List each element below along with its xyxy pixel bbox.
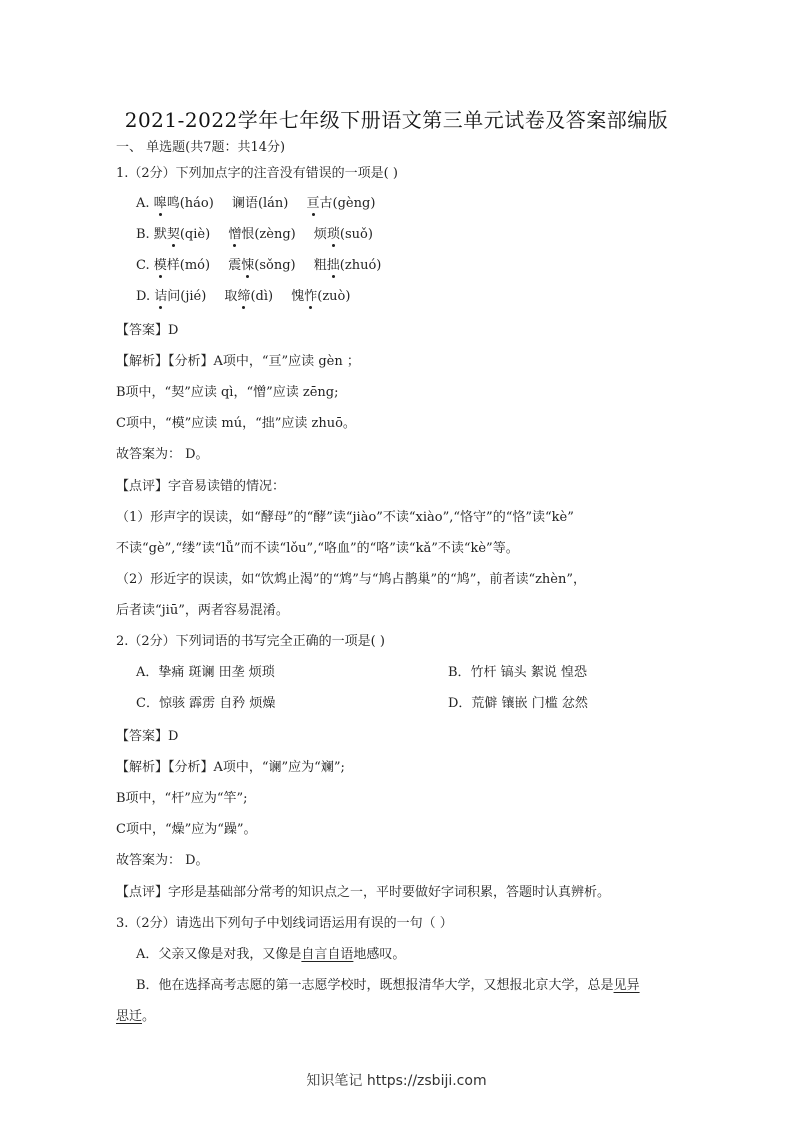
underlined-phrase: 思迁 <box>116 1009 143 1024</box>
dotted-char: 缔 <box>237 289 251 304</box>
q1-explanation-b: B项中，“契”应读 qì，“憎”应读 zēng; <box>116 385 339 400</box>
underlined-phrase: 见异 <box>613 978 640 993</box>
q2-option-a: A．挚痛 斑谰 田垄 烦琐 <box>136 665 275 680</box>
q2-option-b: B．竹杆 镐头 絮说 惶恐 <box>448 665 587 680</box>
q2-stem: 2.（2分）下列词语的书写完全正确的一项是( ) <box>116 634 385 649</box>
dotted-char: 憎 <box>228 227 242 242</box>
q2-explanation-b: B项中，“杆”应为“竿”; <box>116 791 248 806</box>
q1-option-a: A. 嗥鸣(háo) 谰语(lán) 亘古(gèng) <box>136 196 376 211</box>
q3-option-a: A．父亲又像是对我，又像是自言自语地感叹。 <box>136 947 406 962</box>
dotted-char: 嗥 <box>153 196 167 211</box>
q2-explanation-c: C项中，“燥”应为“躁”。 <box>116 822 257 837</box>
dotted-char: 怍 <box>304 289 318 304</box>
q2-conclusion: 故答案为： D。 <box>116 853 209 868</box>
q1-review-line: （1）形声字的误读，如“酵母”的“酵”读“jiào”不读“xiào”,“恪守”的“恪”读“kè” <box>116 510 574 525</box>
q2-review: 【点评】字形是基础部分常考的知识点之一，平时要做好字词积累，答题时认真辨析。 <box>116 885 611 900</box>
section-heading: 一、 单选题(共7题：共14分) <box>116 140 286 155</box>
q3-stem: 3.（2分）请选出下列句子中划线词语运用有误的一句（ ） <box>116 916 453 931</box>
q1-review-line: 后者读“jiū”，两者容易混淆。 <box>116 603 289 618</box>
q1-answer: 【答案】D <box>116 323 179 338</box>
q1-option-c: C. 模样(mó) 震悚(sǒng) 粗拙(zhuó) <box>136 258 382 273</box>
dotted-char: 琐 <box>326 227 340 242</box>
q2-answer: 【答案】D <box>116 729 179 744</box>
q1-review-line: 不读“gè”,“缕”读“lǚ”而不读“lǒu”,“咯血”的“咯”读“kǎ”不读“kè”等。 <box>116 541 519 556</box>
q1-review-line: （2）形近字的误读，如“饮鸩止渴”的“鸩”与“鸠占鹊巢”的“鸠”，前者读“zhèn”， <box>116 572 587 587</box>
q2-option-c: C．惊骇 霹雳 自矜 烦燥 <box>136 696 276 711</box>
q1-explanation: 【解析】【分析】A项中，“亘”应读 gèn ； <box>116 354 360 369</box>
dotted-char: 拙 <box>326 258 340 273</box>
dotted-char: 契 <box>166 227 180 242</box>
q1-explanation-c: C项中，“模”应读 mú，“拙”应读 zhuō。 <box>116 416 356 431</box>
dotted-char: 模 <box>153 258 167 273</box>
q1-stem: 1.（2分）下列加点字的注音没有错误的一项是( ) <box>116 166 398 181</box>
dotted-char: 亘 <box>306 196 320 211</box>
q2-explanation: 【解析】【分析】A项中，“谰”应为“斓”; <box>116 760 345 775</box>
q1-option-d: D. 诘问(jié) 取缔(dì) 愧怍(zuò) <box>136 289 351 304</box>
dotted-char: 诘 <box>154 289 168 304</box>
q1-option-b: B. 默契(qiè) 憎恨(zèng) 烦琐(suǒ) <box>136 227 373 242</box>
q1-conclusion: 故答案为： D。 <box>116 447 209 462</box>
page-title: 2021-2022学年七年级下册语文第三单元试卷及答案部编版 <box>124 108 669 132</box>
underlined-phrase: 自言自语 <box>301 947 354 962</box>
dotted-char: 悚 <box>241 258 255 273</box>
q3-option-b-cont: 思迁。 <box>116 1009 156 1024</box>
q3-option-b: B．他在选择高考志愿的第一志愿学校时，既想报清华大学，又想报北京大学，总是见异 <box>136 978 640 993</box>
q2-option-d: D．荒僻 镶嵌 门槛 忿然 <box>448 696 588 711</box>
footer-watermark: 知识笔记 https://zsbiji.com <box>306 1073 487 1089</box>
q1-review: 【点评】字音易读错的情况： <box>116 479 286 494</box>
